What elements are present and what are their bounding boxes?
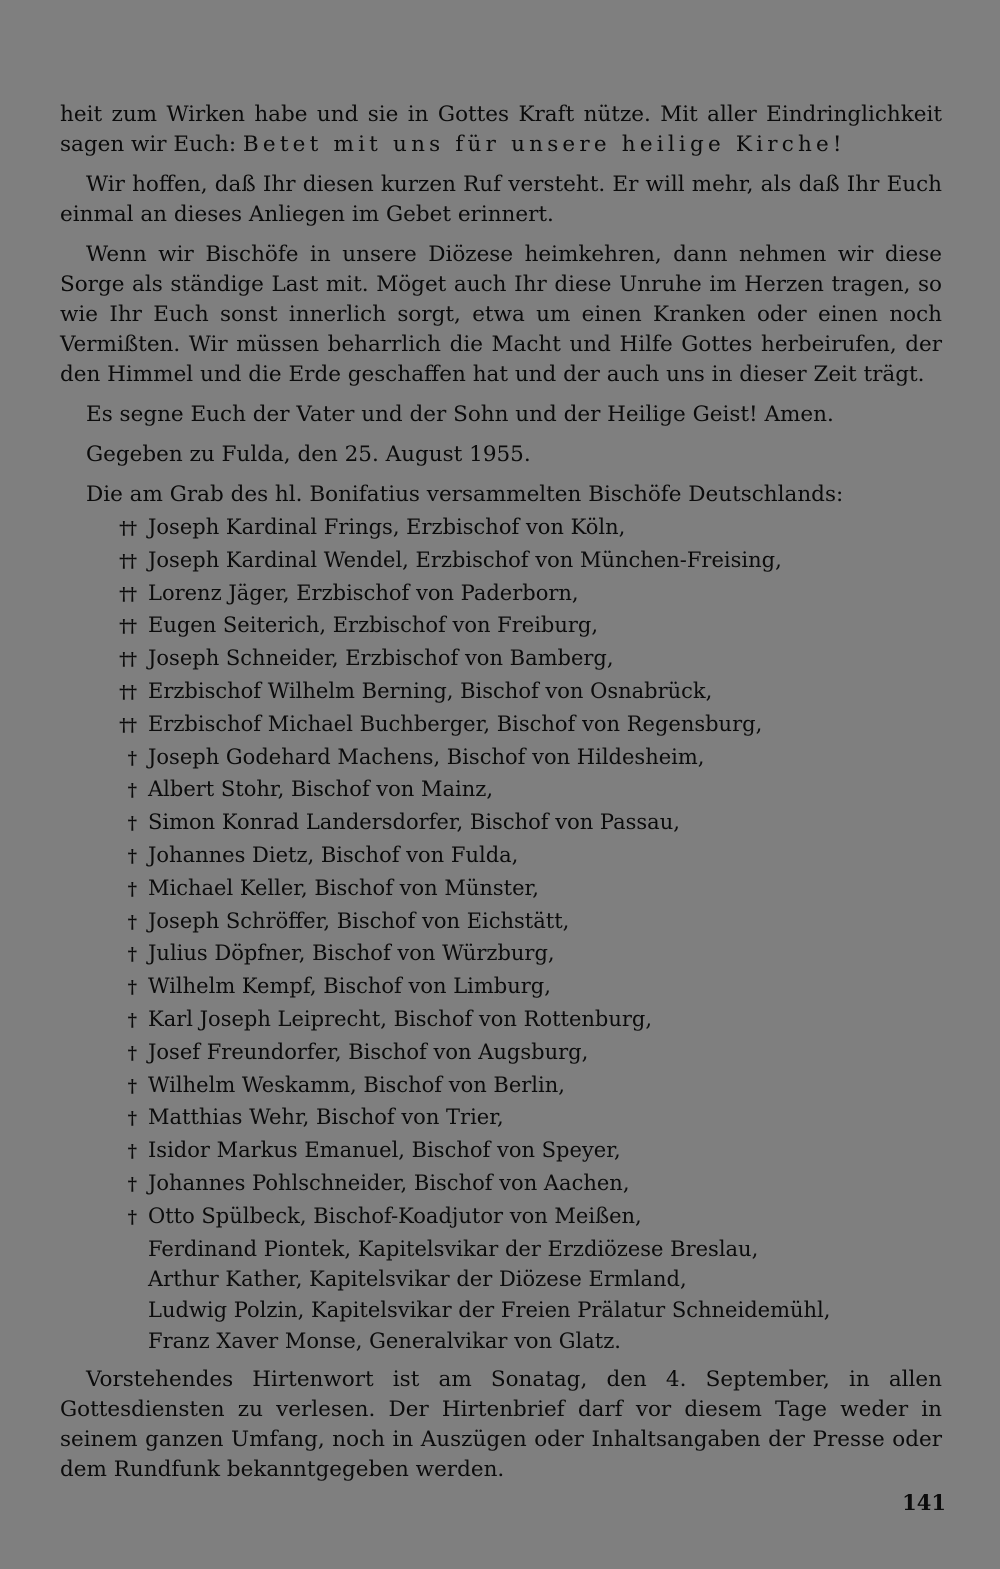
signer-name: Lorenz Jäger, Erzbischof von Paderborn, [148, 580, 579, 605]
cross-icon: † [127, 911, 136, 933]
cross-icon: †† [119, 616, 136, 638]
cross-icon: †† [119, 518, 136, 539]
signer-name: Arthur Kather, Kapitelsvikar der Diözese Ermland, [148, 1267, 687, 1292]
signer-name: Joseph Godehard Machens, Bischof von Hildesheim, [148, 744, 705, 769]
paragraph-worry: Wenn wir Bischöfe in unsere Diözese heimkehren, dann nehmen wir diese Sorge als ständige Last mit. Möget auch Ihr diese Unruhe im Herzen tragen, so wie Ihr Euch sonst innerlich sorgt, etwa um einen Kranken oder einen noch Vermißten. Wir müssen beharrlich die Macht und Hilfe Gottes herbeirufen, der den Himmel und die Erde geschaffen hat und der auch uns in dieser Zeit trägt. [60, 242, 942, 387]
cross-icon: † [127, 1108, 136, 1130]
signer-item [60, 1201, 942, 1234]
cross-icon: †† [119, 550, 136, 572]
signer-name: Joseph Kardinal Wendel, Erzbischof von München-Freising, [148, 547, 782, 572]
signers-intro: Die am Grab des hl. Bonifatius versammelten Bischöfe Deutschlands: [86, 482, 844, 507]
signer-name: Franz Xaver Monse, Generalvikar von Glatz. [148, 1328, 621, 1353]
paragraph-prayer-call [60, 100, 942, 160]
signer-name: Simon Konrad Landersdorfer, Bischof von Passau, [148, 810, 680, 835]
signer-item [60, 1234, 942, 1265]
signer-item [60, 1135, 942, 1168]
signer-name: Josef Freundorfer, Bischof von Augsburg, [148, 1039, 589, 1064]
spaced-exhortation: Betet mit uns für unsere heilige Kirche! [242, 132, 846, 157]
signer-name: Ferdinand Piontek, Kapitelsvikar der Erzdiözese Breslau, [148, 1236, 759, 1261]
signer-item [60, 1037, 942, 1070]
signer-item [60, 1295, 942, 1326]
page-number: 141 [902, 1490, 946, 1515]
signer-name: Joseph Schröffer, Bischof von Eichstätt, [148, 908, 570, 933]
signer-name: Johannes Pohlschneider, Bischof von Aachen, [148, 1170, 630, 1195]
blessing-line: Es segne Euch der Vater und der Sohn und der Heilige Geist! Amen. [86, 402, 834, 427]
signer-name: Otto Spülbeck, Bischof-Koadjutor von Meißen, [148, 1203, 642, 1228]
signer-name: Albert Stohr, Bischof von Mainz, [148, 777, 493, 802]
signer-name: Wilhelm Weskamm, Bischof von Berlin, [148, 1072, 565, 1097]
cross-icon: † [127, 1173, 136, 1195]
cross-icon: † [127, 1141, 136, 1163]
cross-icon: † [127, 1009, 136, 1031]
cross-icon: † [127, 747, 136, 769]
cross-icon: † [127, 1042, 136, 1064]
signer-name: Joseph Kardinal Frings, Erzbischof von Köln, [148, 515, 626, 539]
signer-item [60, 1264, 942, 1295]
signer-item [60, 1326, 942, 1357]
signer-item [60, 840, 942, 873]
signer-item [60, 873, 942, 906]
signer-item [60, 578, 942, 611]
cross-icon: † [127, 878, 136, 900]
cross-icon: † [127, 780, 136, 802]
signer-item [60, 1070, 942, 1103]
signer-item [60, 1004, 942, 1037]
signer-name: Ludwig Polzin, Kapitelsvikar der Freien Prälatur Schneidemühl, [148, 1298, 831, 1323]
paragraph-hope: Wir hoffen, daß Ihr diesen kurzen Ruf versteht. Er will mehr, als daß Ihr Euch einmal an dieses Anliegen im Gebet erinnert. [60, 172, 942, 227]
cross-icon: †† [119, 681, 136, 703]
signer-item [60, 545, 942, 578]
cross-icon: † [127, 944, 136, 966]
date-line: Gegeben zu Fulda, den 25. August 1955. [86, 442, 531, 467]
signer-name: Karl Joseph Leiprecht, Bischof von Rottenburg, [148, 1006, 653, 1031]
signer-item [60, 906, 942, 939]
letter-body [60, 100, 942, 1485]
signer-item [60, 742, 942, 775]
signer-name: Wilhelm Kempf, Bischof von Limburg, [148, 974, 551, 999]
signer-item [60, 676, 942, 709]
cross-icon: †† [119, 714, 136, 736]
paragraph-prayer-call-text: heit zum Wirken habe und sie in Gottes Kraft nütze. Mit aller Eindringlichkeit sagen wir Euch: [60, 102, 942, 157]
signer-item [60, 774, 942, 807]
signer-item [60, 643, 942, 676]
signer-item [60, 971, 942, 1004]
cross-icon: † [127, 1075, 136, 1097]
signer-item [60, 512, 942, 545]
signer-name: Erzbischof Michael Buchberger, Bischof von Regensburg, [148, 711, 763, 736]
cross-icon: † [127, 845, 136, 867]
cross-icon: †† [119, 649, 136, 671]
closing-note: Vorstehendes Hirtenwort ist am Sonatag, den 4. September, in allen Gottesdiensten zu verlesen. Der Hirtenbrief darf vor diesem Tage weder in seinem ganzen Umfang, noch in Auszügen oder Inhaltsangaben der Presse oder dem Rundfunk bekanntgegeben werden. [60, 1366, 942, 1482]
cross-icon: †† [119, 583, 136, 605]
signer-item [60, 610, 942, 643]
signer-item [60, 1102, 942, 1135]
cross-icon: † [127, 1206, 136, 1228]
signer-name: Matthias Wehr, Bischof von Trier, [148, 1105, 504, 1130]
signer-name: Eugen Seiterich, Erzbischof von Freiburg, [148, 613, 599, 638]
signer-name: Isidor Markus Emanuel, Bischof von Speyer, [148, 1138, 621, 1163]
signer-name: Erzbischof Wilhelm Berning, Bischof von Osnabrück, [148, 678, 713, 703]
signer-name: Michael Keller, Bischof von Münster, [148, 875, 539, 900]
signer-item [60, 938, 942, 971]
signer-name: Johannes Dietz, Bischof von Fulda, [148, 842, 519, 867]
signer-item [60, 709, 942, 742]
signer-name: Joseph Schneider, Erzbischof von Bamberg, [148, 646, 614, 671]
cross-icon: † [127, 813, 136, 835]
signer-item [60, 1168, 942, 1201]
signer-name: Julius Döpfner, Bischof von Würzburg, [148, 941, 555, 966]
signers-list [60, 512, 942, 1357]
signer-item [60, 807, 942, 840]
cross-icon: † [127, 977, 136, 999]
